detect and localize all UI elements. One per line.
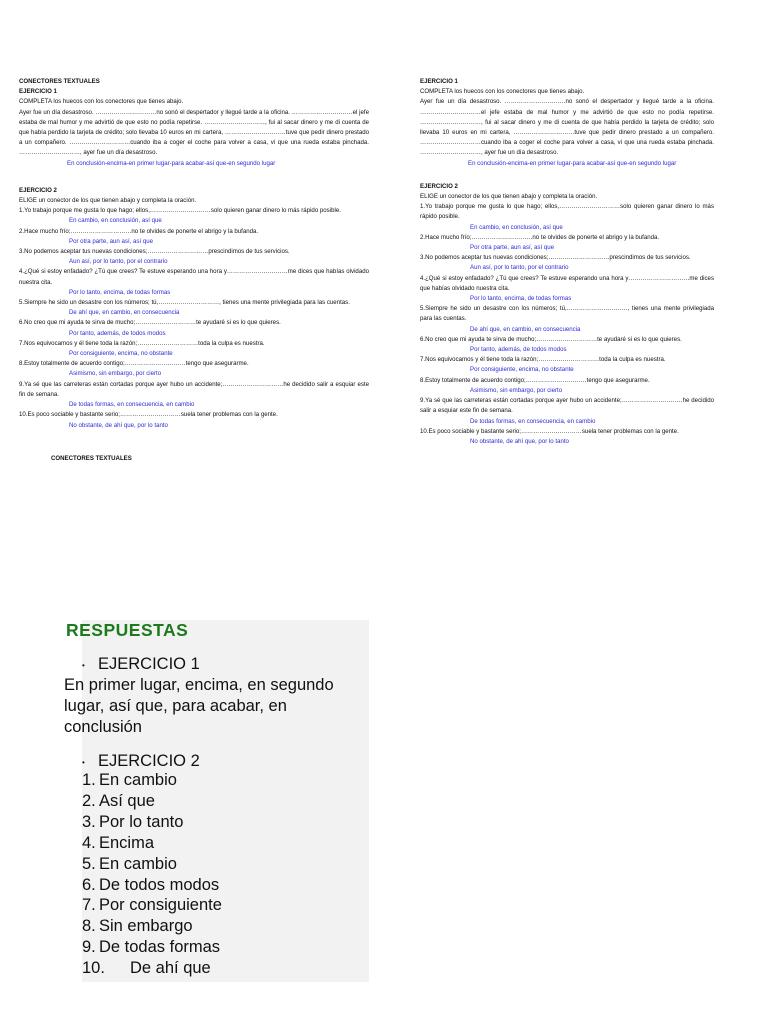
exercise-item-options: De todas formas, en consecuencia, en cambio [69, 401, 195, 409]
left-ej2-instructions: ELIGE un conector de los que tienen abajo y completa la oración. [19, 197, 197, 205]
right-ej2-items [420, 202, 714, 447]
exercise-item-options: Por otra parte, aun así, así que [69, 237, 154, 245]
exercise-item-options: En cambio, en conclusión, así que [69, 217, 162, 225]
exercise-item-options: Aun así, por lo tanto, por el contrario [69, 258, 168, 266]
exercise-item: 1.Yo trabajo porque me gusta lo que hago; ellos,…………………………solo quieren ganar dinero lo más rápido posible. [19, 207, 341, 215]
exercise-item: 6.No creo que mi ayuda te sirva de mucho;…………………………te ayudaré si es lo que quieres. [19, 319, 281, 327]
exercise-item-options: De todas formas, en consecuencia, en cambio [470, 417, 596, 425]
exercise-item-options: Aun así, por lo tanto, por el contrario [470, 264, 569, 272]
answers-section [60, 620, 369, 982]
left-worksheet [19, 77, 369, 431]
answer-text: De todos modos [99, 875, 220, 894]
answer-text: En cambio [99, 771, 177, 789]
exercise-item-options: No obstante, de ahí que, por lo tanto [69, 421, 168, 429]
answers-ej1-text: En primer lugar, encima, en segundo lugar, así que, para acabar, en conclusión [64, 676, 334, 736]
answer-number: 7. [82, 896, 96, 915]
right-ej1-options: En conclusión-encima-en primer lugar-para acabar-así que-en segundo lugar [468, 159, 677, 167]
exercise-item: 5.Siempre he sido un desastre con los números; tú,…………………………, tienes una mente privilegiada para las cuentas. [420, 305, 714, 323]
left-doc-title: CONECTORES TEXTUALES [19, 78, 100, 85]
exercise-item-options: Por consiguiente, encima, no obstante [470, 366, 574, 374]
exercise-item: 9.Ya sé que las carreteras están cortadas porque ayer hubo un accidente;…………………………he decidido salir a esquiar este fin de semana. [420, 397, 714, 415]
exercise-item-options: Por lo tanto, encima, de todas formas [470, 295, 572, 303]
left-ej1-text: Ayer fue un día desastroso. …………………………no sonó el despertador y llegué tarde a la oficina. …………………………el jefe estaba de mal humor y me advirtió de que esto no podía repetirse. …………………………, fui al sacar dinero y me di cuenta de que había perdido la tarjeta de crédito; solo llevaba 10 euros en mi cartera, …………………………tuve que pedir dinero prestado a un compañero. …………………………cuando iba a coger el coche para volver a casa, vi que una rueda estaba pinchada. …………………………, ayer fue un día desastroso. [19, 108, 369, 157]
exercise-item-options: Por tanto, además, de todos modos [470, 346, 567, 354]
exercise-item: 4.¿Qué si estoy enfadado? ¿Tú que crees? Te estuve esperando una hora y…………………………me dices que habías olvidado nuestra cita. [19, 268, 369, 286]
exercise-item-options: Asimismo, sin embargo, por cierto [470, 386, 563, 394]
answers-ej2-list [82, 770, 222, 979]
exercise-item-options: Asimismo, sin embargo, por cierto [69, 370, 162, 378]
exercise-item-options: De ahí que, en cambio, en consecuencia [470, 325, 581, 333]
right-ej2-title: EJERCICIO 2 [420, 182, 458, 190]
exercise-item: 7.Nos equivocamos y él tiene toda la razón;…………………………toda la culpa es nuestra. [420, 356, 666, 364]
answer-text: Sin embargo [99, 917, 193, 936]
answer-number: 8. [82, 917, 96, 936]
exercise-item-options: En cambio, en conclusión, así que [470, 223, 563, 231]
exercise-item: 8.Estoy totalmente de acuerdo contigo;…………………………tengo que asegurarme. [420, 376, 650, 384]
answer-text: Así que [99, 791, 155, 810]
answer-number: 5. [82, 854, 96, 873]
answer-number: 2. [82, 791, 96, 810]
answer-list-item [82, 916, 222, 937]
exercise-item: 3.No podemos aceptar tus nuevas condiciones;…………………………prescindimos de tus servicios. [420, 254, 691, 262]
answer-number: 10. [82, 959, 105, 978]
right-ej1-instructions: COMPLETA los huecos con los conectores que tienes abajo. [420, 88, 585, 96]
answer-list-item [82, 937, 222, 958]
left-ej1-options: En conclusión-encima-en primer lugar-para acabar-así que-en segundo lugar [67, 159, 276, 167]
exercise-item-options: No obstante, de ahí que, por lo tanto [470, 437, 569, 445]
answer-list-item [82, 812, 222, 833]
bullet-icon: • [82, 661, 85, 670]
right-worksheet [420, 77, 714, 447]
left-footer-title: CONECTORES TEXTUALES [51, 455, 132, 462]
answer-text: De todas formas [99, 938, 221, 957]
exercise-item: 9.Ya sé que las carreteras están cortadas porque ayer hubo un accidente;…………………………he decidido salir a esquiar este fin de semana. [19, 380, 369, 398]
exercise-item-options: Por otra parte, aun así, así que [470, 244, 555, 252]
exercise-item: 1.Yo trabajo porque me gusta lo que hago; ellos,…………………………solo quieren ganar dinero lo más rápido posible. [420, 203, 714, 221]
exercise-item-options: De ahí que, en cambio, en consecuencia [69, 309, 180, 317]
exercise-item-options: Por consiguiente, encima, no obstante [69, 350, 173, 358]
right-ej1-text: Ayer fue un día desastroso. …………………………no sonó el despertador y llegué tarde a la oficina. …………………………el jefe estaba de mal humor y me advirtió de que esto no podía repetirse. …………………………, fui al sacar dinero y me di cuenta de que había perdido la tarjeta de crédito; solo llevaba 10 euros en mi cartera, …………………………tuve que pedir dinero prestado a un compañero. …………………………cuando iba a coger el coche para volver a casa, vi que una rueda estaba pinchada. …………………………, ayer fue un día desastroso. [420, 98, 714, 157]
answer-list-item [82, 958, 222, 979]
answer-number: 4. [82, 833, 96, 852]
bullet-icon: • [82, 758, 85, 767]
right-ej2-instructions: ELIGE un conector de los que tienen abajo y completa la oración. [420, 193, 598, 201]
left-ej2-title: EJERCICIO 2 [19, 186, 57, 194]
right-ej1-title: EJERCICIO 1 [420, 78, 458, 85]
answer-list-item [82, 770, 222, 791]
answer-list-item [82, 854, 222, 875]
exercise-item: 3.No podemos aceptar tus nuevas condiciones;…………………………prescindimos de tus servicios. [19, 248, 290, 256]
exercise-item: 10.Es poco sociable y bastante serio;…………………………suela tener problemas con la gente. [420, 427, 679, 435]
answer-number: 6. [82, 875, 96, 894]
exercise-item: 2.Hace mucho frío;…………………………no te olvides de ponerte el abrigo y la bufanda. [19, 227, 259, 235]
exercise-item-options: Por tanto, además, de todos modos [69, 329, 166, 337]
answers-title: RESPUESTAS [66, 620, 189, 640]
answer-text: En cambio [99, 854, 177, 873]
answer-list-item [82, 895, 222, 916]
answer-text: Por consiguiente [99, 896, 222, 915]
answer-text: Encima [99, 833, 155, 852]
exercise-item: 4.¿Qué si estoy enfadado? ¿Tú que crees? Te estuve esperando una hora y…………………………me dices que habías olvidado nuestra cita. [420, 274, 714, 292]
exercise-item: 7.Nos equivocamos y él tiene toda la razón;…………………………toda la culpa es nuestra. [19, 339, 265, 347]
left-ej2-items [19, 206, 369, 430]
answer-list-item [82, 791, 222, 812]
exercise-item: 6.No creo que mi ayuda te sirva de mucho;…………………………te ayudaré si es lo que quieres. [420, 335, 682, 343]
left-ej1-title: EJERCICIO 1 [19, 88, 57, 96]
answer-list-item [82, 833, 222, 854]
exercise-item: 2.Hace mucho frío;…………………………no te olvides de ponerte el abrigo y la bufanda. [420, 233, 660, 241]
answer-text: Por lo tanto [99, 812, 184, 831]
exercise-item-options: Por lo tanto, encima, de todas formas [69, 288, 171, 296]
answer-number: 1. [82, 771, 96, 789]
answers-ej2-label: EJERCICIO 2 [98, 752, 200, 770]
exercise-item: 5.Siempre he sido un desastre con los números; tú,…………………………, tienes una mente privilegiada para las cuentas. [19, 299, 350, 307]
left-ej1-instructions: COMPLETA los huecos con los conectores que tienes abajo. [19, 98, 184, 106]
answers-ej1-label: EJERCICIO 1 [98, 655, 200, 673]
answer-number: 3. [82, 812, 96, 831]
answer-list-item [82, 875, 222, 896]
answer-number: 9. [82, 938, 96, 957]
exercise-item: 10.Es poco sociable y bastante serio;…………………………suela tener problemas con la gente. [19, 411, 278, 419]
answer-text: De ahí que [130, 959, 211, 978]
exercise-item: 8.Estoy totalmente de acuerdo contigo;…………………………tengo que asegurarme. [19, 360, 249, 368]
